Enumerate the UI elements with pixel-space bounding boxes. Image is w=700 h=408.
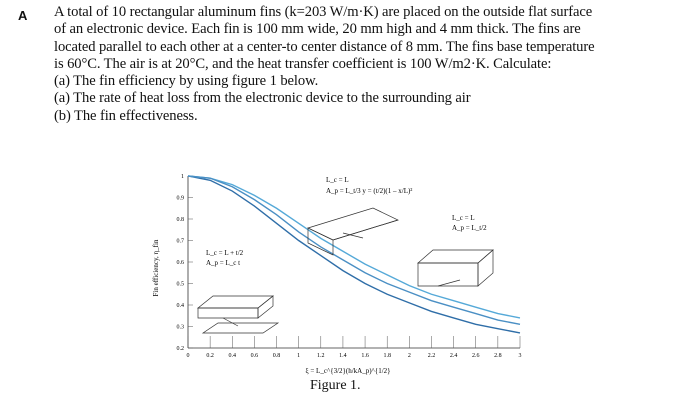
problem-line: located parallel to each other at a center-to center distance of 8 mm. The fins base temperature — [54, 38, 595, 55]
problem-line: of an electronic device. Each fin is 100 mm wide, 20 mm high and 4 mm thick. The fins are — [54, 21, 581, 38]
x-tick-label: 0.6 — [250, 353, 259, 359]
y-tick-label: 0.7 — [176, 238, 184, 245]
y-tick-label: 0.8 — [176, 217, 184, 223]
x-tick-label: 1.8 — [383, 353, 391, 359]
annotation-rect-2: A_p = L_t/2 — [452, 224, 487, 232]
figure-caption: Figure 1. — [310, 378, 361, 393]
x-tick-label: 1.4 — [339, 353, 347, 359]
question-a-heat-loss: (a) The rate of heat loss from the electronic device to the surrounding air — [54, 90, 471, 107]
y-tick-label: 0.6 — [176, 260, 184, 266]
problem-line: is 60°C. The air is at 20°C, and the heat transfer coefficient is 100 W/m2·K. Calculate: — [54, 55, 552, 72]
y-axis-label: Fin efficiency, η_fin — [152, 239, 160, 297]
x-tick-label: 2.2 — [427, 353, 436, 359]
x-axis-label: ξ = L_c^{3/2}(h/kA_p)^{1/2} — [305, 367, 391, 375]
question-b: (b) The fin effectiveness. — [54, 107, 198, 124]
x-tick-label: 1.6 — [361, 353, 369, 359]
y-tick-label: 0.5 — [176, 281, 184, 288]
annotation-triangular-1: L_c = L — [326, 176, 349, 184]
problem-line: A total of 10 rectangular aluminum fins (k=203 W/m·K) are placed on the outside flat surface — [54, 4, 593, 20]
x-tick-label: 2.6 — [471, 353, 480, 359]
efficiency-curve-2 — [188, 176, 520, 318]
x-tick-label: 1.2 — [317, 353, 325, 359]
x-tick-label: 1 — [297, 353, 301, 359]
annotation-corrected-2: A_p = L_c t — [206, 259, 241, 267]
question-a: (a) The fin efficiency by using figure 1 below. — [54, 73, 319, 90]
y-tick-label: 1 — [181, 174, 184, 180]
x-tick-label: 2.4 — [449, 353, 458, 359]
problem-statement — [54, 4, 666, 125]
y-tick-label: 0.3 — [176, 324, 184, 331]
y-tick-label: 0.2 — [176, 346, 184, 352]
x-tick-label: 2 — [407, 353, 411, 359]
fin-efficiency-figure — [148, 168, 528, 408]
annotation-triangular-2: A_p = L_t/3 y = (t/2)(1 – x/L)² — [326, 187, 413, 195]
fin-sketch-rectangular — [418, 250, 493, 286]
y-tick-label: 0.4 — [176, 303, 184, 309]
x-tick-label: 0 — [186, 353, 190, 359]
annotation-rect-1: L_c = L — [452, 214, 475, 222]
x-tick-label: 2.8 — [494, 353, 502, 359]
annotation-corrected-1: L_c = L + t/2 — [206, 249, 244, 257]
x-tick-label: 0.4 — [228, 353, 237, 359]
x-tick-label: 0.8 — [272, 353, 281, 359]
y-tick-label: 0.9 — [176, 195, 184, 202]
x-tick-label: 0.2 — [206, 353, 214, 359]
fin-efficiency-chart — [148, 168, 528, 383]
fin-sketch-corrected — [198, 296, 278, 333]
problem-marker: A — [18, 8, 28, 23]
x-tick-label: 3 — [518, 353, 522, 359]
